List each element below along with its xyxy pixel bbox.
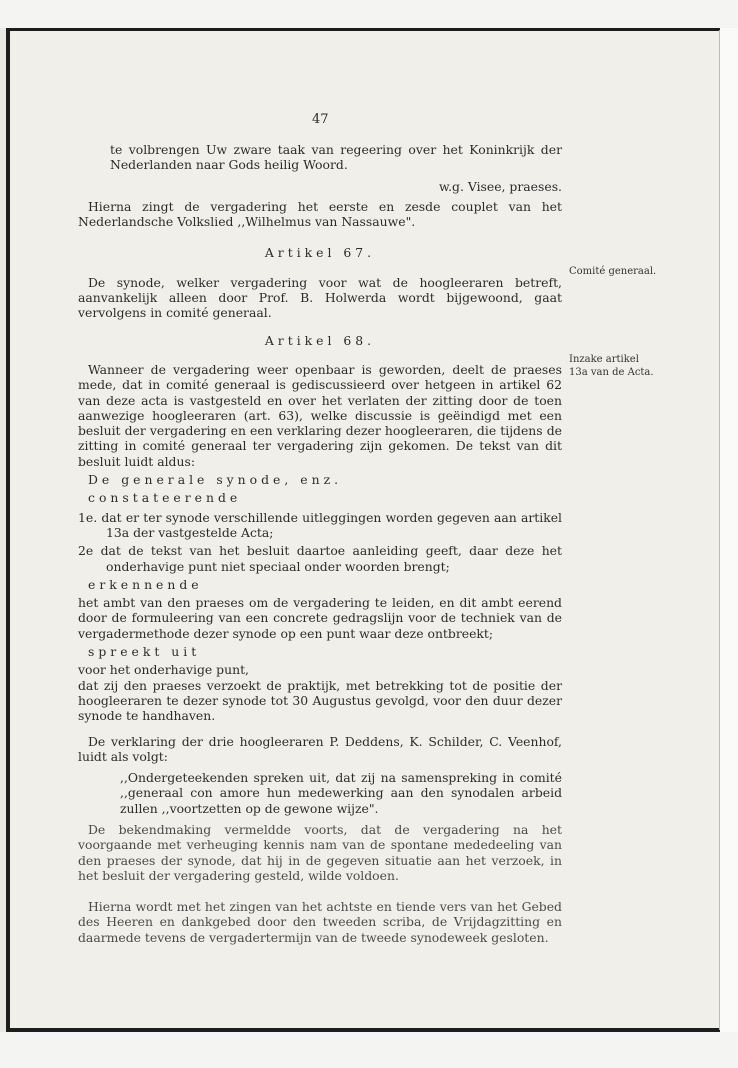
paragraph-bekendmaking: De bekendmaking vermeldde voorts, dat de vergadering na het voorgaande met verheuging kennis nam van de spontane mededeeling van den praeses der synode, dat hij in de gegeven situatie aan het verzoek, in het besluit der vergadering gesteld, wilde voldoen. xyxy=(78,821,562,883)
paragraph-onderhavige-punt: voor het onderhavige punt, xyxy=(78,662,249,678)
heading-artikel-68: Artikel 68. xyxy=(264,332,376,348)
decision-erkennende: erkennende xyxy=(88,576,203,592)
page-number: 47 xyxy=(312,112,329,127)
signature: w.g. Visee, praeses. xyxy=(438,178,562,194)
margin-note-line-1: Inzake artikel xyxy=(569,354,639,365)
heading-artikel-67: Artikel 67. xyxy=(264,245,376,261)
decision-constateerende: constateerende xyxy=(88,490,242,506)
paragraph-verzoek: dat zij den praeses verzoekt de praktijk, met betrekking tot de positie der hoogleeraren te dezer synode tot 30 Augustus gevolgd, voor den duur dezer synode te handhaven. xyxy=(78,677,562,724)
margin-note-comite: Comité generaal. xyxy=(569,266,657,277)
paragraph-closing: Hierna wordt met het zingen van het achtste en tiende vers van het Gebed des Heeren en dankgebed door den tweeden scriba, de Vrijdagzitting en daarmede tevens de vergadertermijn van de tweede synodeweek gesloten. xyxy=(78,899,562,945)
decision-spreekt-uit: spreekt uit xyxy=(88,644,201,660)
scan-edge-bottom xyxy=(0,1032,738,1068)
paragraph-opening: te volbrengen Uw zware taak van regeering over het Koninkrijk der Nederlanden naar Gods heilig Woord. xyxy=(110,142,562,173)
quote-hoogleeraren: ,,Ondergeteekenden spreken uit, dat zij na samenspreking in comité ,,generaal con amore hun medewerking aan den synodalen arbeid zullen ,,voortzetten op de gewone wijze". xyxy=(120,770,562,816)
decision-item-1: 1e. dat er ter synode verschillende uitleggingen worden gegeven aan artikel 13a der vastgestelde Acta; xyxy=(78,509,562,540)
paragraph-verklaring: De verklaring der drie hoogleeraren P. Deddens, K. Schilder, C. Veenhof, luidt als volgt: xyxy=(78,733,562,764)
decision-opening: De generale synode, enz. xyxy=(88,472,343,488)
paragraph-comite: De synode, welker vergadering voor wat de hoogleeraren betreft, aanvankelijk alleen door Prof. B. Holwerda wordt bijgewoond, gaat vervolgens in comité generaal. xyxy=(78,274,562,321)
page-edge xyxy=(719,30,720,1030)
scan-edge-top xyxy=(0,0,738,28)
paragraph-ambt: het ambt van den praeses om de vergadering te leiden, en dit ambt eerend door de formuleering van een concrete gedragslijn voor de techniek van de vergadermethode dezer synode op een punt waar deze ontbreekt; xyxy=(78,595,562,641)
paragraph-volkslied: Hierna zingt de vergadering het eerste en zesde couplet van het Nederlandsche Volkslied ,,Wilhelmus van Nassauwe". xyxy=(78,198,562,230)
decision-item-2: 2e dat de tekst van het besluit daartoe aanleiding geeft, daar deze het onderhavige punt niet speciaal onder woorden brengt; xyxy=(78,543,562,574)
body-text xyxy=(78,142,562,945)
margin-note-artikel-13a xyxy=(569,354,654,379)
margin-note-line-2: 13a van de Acta. xyxy=(569,366,654,378)
page-right-margin xyxy=(720,28,738,1032)
paragraph-besluit: Wanneer de vergadering weer openbaar is geworden, deelt de praeses mede, dat in comité generaal is gediscussieerd over hetgeen in artikel 62 van deze acta is vastgesteld en over het verlaten der zitting door de toen aanwezige hoogleeraren (art. 63), welke discussie is geëindigd met een besluit der vergadering en een verklaring dezer hoogleeraren, die tijdens de zitting in comité generaal ter vergadering zijn gekomen. De tekst van dit besluit luidt aldus: xyxy=(78,361,562,469)
